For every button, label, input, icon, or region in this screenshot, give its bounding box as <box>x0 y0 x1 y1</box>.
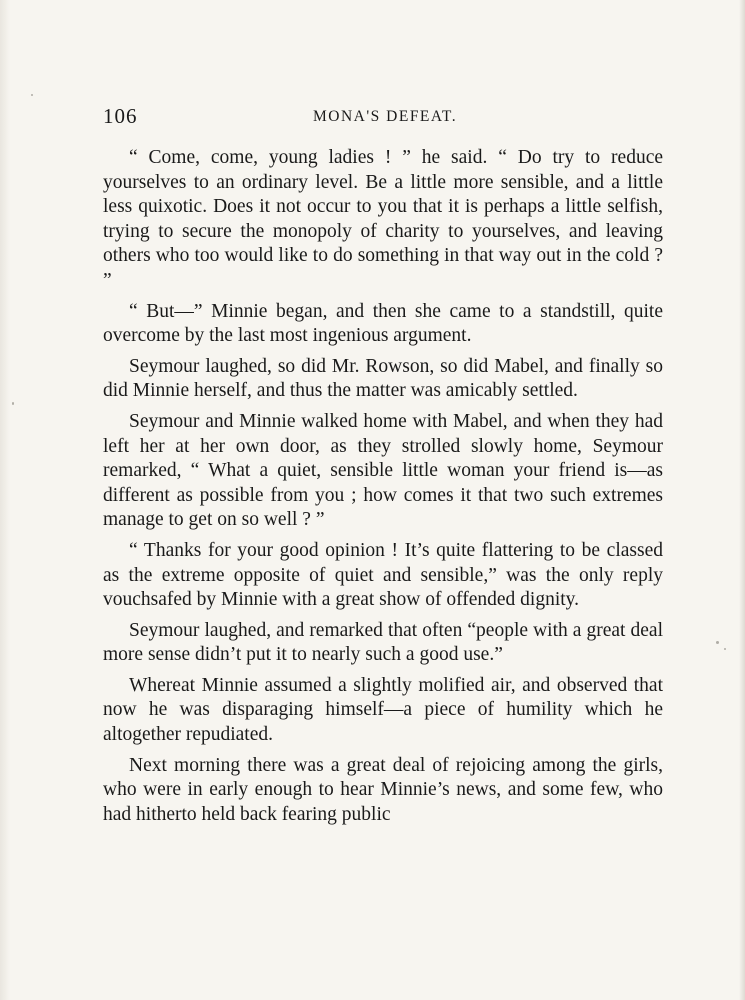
paragraph-1: “ Come, come, young ladies ! ” he said. “ Do try to reduce yourselves to an ordinary level. Be a little more sensible, and a little less quixotic. Does it not occur to you that it is perhaps a little selfish, trying to secure the monopoly of charity to yourselves, and leaving others who too would like to do something in that way out in the cold ? ” <box>103 147 663 291</box>
paragraph-7: Whereat Minnie assumed a slightly molified air, and observed that now he was disparaging himself—a piece of humility which he altogether repudiated. <box>103 674 663 746</box>
page-header <box>103 104 663 128</box>
paragraph-8: Next morning there was a great deal of rejoicing among the girls, who were in early enough to hear Minnie’s news, and some few, who had hitherto held back fearing public <box>103 754 663 825</box>
running-title: MONA'S DEFEAT. <box>313 108 458 125</box>
paragraph-5: “ Thanks for your good opinion ! It’s quite flattering to be classed as the extreme opposite of quiet and sensible,” was the only reply vouchsafed by Minnie with a great show of offended dignity. <box>103 539 663 611</box>
page-right-edge <box>739 0 745 1000</box>
paragraph-2: “ But—” Minnie began, and then she came to a standstill, quite overcome by the last most ingenious argument. <box>103 300 663 347</box>
page-number: 106 <box>103 104 138 128</box>
body-text <box>103 146 663 833</box>
paragraph-3: Seymour laughed, so did Mr. Rowson, so did Mabel, and finally so did Minnie herself, and thus the matter was amicably settled. <box>103 355 663 402</box>
paragraph-4: Seymour and Minnie walked home with Mabel, and when they had left her at her own door, as they strolled slowly home, Seymour remarked, “ What a quiet, sensible little woman your friend is—as different as possible from you ; how comes it that two such extremes manage to get on so well ? ” <box>103 410 663 531</box>
page-left-edge <box>0 0 10 1000</box>
paragraph-6: Seymour laughed, and remarked that often “people with a great deal more sense didn’t put it to nearly such a good use.” <box>103 619 663 666</box>
